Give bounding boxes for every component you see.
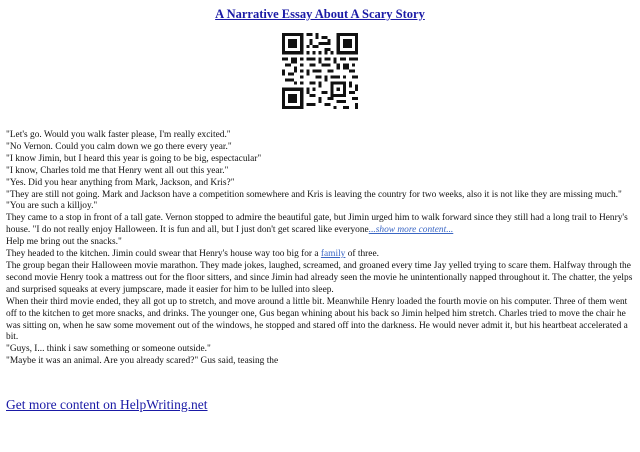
paragraph-gate — [6, 213, 636, 237]
essay-body — [6, 130, 636, 368]
dialogue-line: "Guys, I... think i saw something or someone outside." — [6, 344, 211, 355]
dialogue-line: "I know, Charles told me that Henry went all out this year." — [6, 165, 229, 176]
paragraph-third-movie: When their third movie ended, they all got up to stretch, and move around a little bit. Meanwhile Henry loaded the fourth movie on his computer. Three of them went off to the kitchen to get more snacks, and drinks. The younger one, Gus began whining about his back so Jimin helped him stretch. Charles tried to move the chair he was sitting on, when he saw some movement out of the windows, he stopped and stared off into the darkness. He would never admit it, but his heartbeat accelerated a bit. — [6, 296, 628, 343]
family-link[interactable]: family — [320, 249, 346, 260]
dialogue-line: "They are still not going. Mark and Jackson have a competition somewhere and Kris is leaving the country for two weeks, also it is not like they are missing much." — [6, 189, 622, 200]
paragraph-gate-text: They came to a stop in front of a tall gate. Vernon stopped to admire the beautiful gate, but Jimin urged him to walk forward since they still had a long trail to Henry's house. "I do not really enjoy Halloween. It is fun and all, but I just don't get scared like everyone — [6, 213, 628, 236]
get-more-content-link[interactable]: Get more content on HelpWriting.net — [6, 397, 208, 412]
dialogue-line: "Yes. Did you hear anything from Mark, Jackson, and Kris?" — [6, 177, 235, 188]
dialogue-line: Help me bring out the snacks." — [6, 237, 122, 248]
dialogue-line: "You are such a killjoy." — [6, 201, 98, 212]
dialogue-line: "I know Jimin, but I heard this year is going to be big, espectacular" — [6, 153, 262, 164]
dialogue-line: "Let's go. Would you walk faster please, I'm really excited." — [6, 130, 231, 140]
paragraph-marathon: The group began their Halloween movie marathon. They made jokes, laughed, screamed, and groaned every time Jay yelled trying to scare them. Halfway through the second movie Henry took a mattress out for the floor sitters, and since Jimin had already seen the movie he unintentionally napped throughout it. The chatter, the yelps and surprised squeaks at every jumpscare, made it easier for him to be lulled into sleep. — [6, 260, 633, 295]
dialogue-line: "No Vernon. Could you calm down we go there every year." — [6, 141, 232, 152]
paragraph-kitchen-end: of three. — [345, 249, 379, 260]
qr-code-icon — [282, 33, 358, 109]
dialogue-line: "Maybe it was an animal. Are you already scared?" Gus said, teasing the — [6, 356, 279, 367]
show-more-content-link[interactable]: ...show more content... — [368, 225, 454, 236]
paragraph-kitchen — [6, 249, 636, 261]
document-title-link[interactable]: A Narrative Essay About A Scary Story — [215, 7, 425, 21]
paragraph-kitchen-text: They headed to the kitchen. Jimin could swear that Henry's house way too big for a — [6, 249, 321, 260]
